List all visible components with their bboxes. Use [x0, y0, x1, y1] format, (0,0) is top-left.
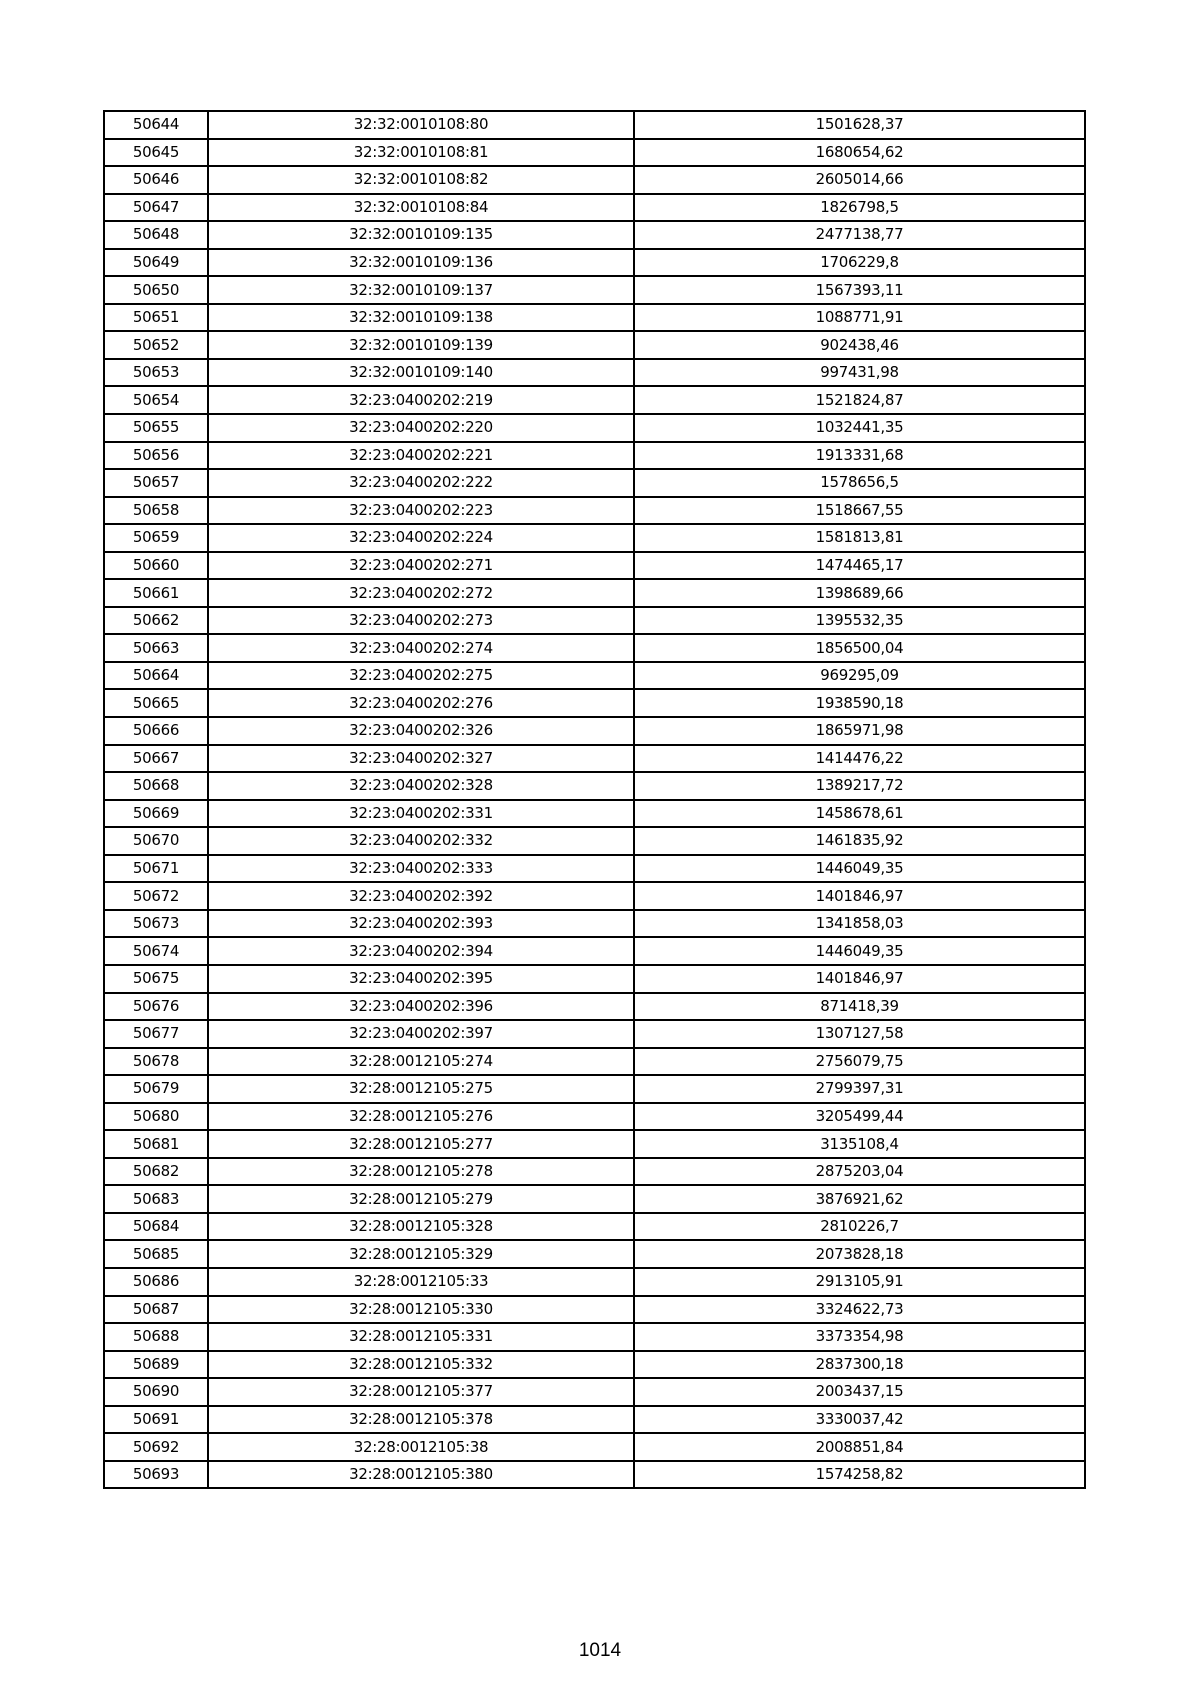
cadastral-number-cell: 32:23:0400202:327 — [208, 745, 634, 773]
row-number-cell: 50657 — [104, 469, 208, 497]
row-number-cell: 50662 — [104, 607, 208, 635]
row-number-cell: 50676 — [104, 993, 208, 1021]
cadastral-number-cell: 32:23:0400202:397 — [208, 1020, 634, 1048]
table-row — [104, 689, 1085, 717]
cadastral-number-cell: 32:23:0400202:328 — [208, 772, 634, 800]
table-row — [104, 1296, 1085, 1324]
row-number-cell: 50679 — [104, 1075, 208, 1103]
row-number-cell: 50666 — [104, 717, 208, 745]
row-number-cell: 50645 — [104, 139, 208, 167]
table-row — [104, 772, 1085, 800]
row-number-cell: 50678 — [104, 1048, 208, 1076]
row-number-cell: 50650 — [104, 276, 208, 304]
table-row — [104, 1103, 1085, 1131]
cadastral-value-cell: 2799397,31 — [634, 1075, 1085, 1103]
cadastral-number-cell: 32:32:0010109:137 — [208, 276, 634, 304]
table-row — [104, 634, 1085, 662]
cadastral-number-cell: 32:23:0400202:273 — [208, 607, 634, 635]
row-number-cell: 50690 — [104, 1378, 208, 1406]
cadastral-value-cell: 1865971,98 — [634, 717, 1085, 745]
page-number: 1014 — [578, 1640, 622, 1661]
cadastral-number-cell: 32:28:0012105:279 — [208, 1185, 634, 1213]
cadastral-number-cell: 32:23:0400202:224 — [208, 524, 634, 552]
table-row — [104, 469, 1085, 497]
cadastral-number-cell: 32:32:0010108:82 — [208, 166, 634, 194]
row-number-cell: 50688 — [104, 1323, 208, 1351]
cadastral-number-cell: 32:32:0010108:84 — [208, 194, 634, 222]
row-number-cell: 50669 — [104, 800, 208, 828]
table-row — [104, 1378, 1085, 1406]
table-row — [104, 662, 1085, 690]
cadastral-value-cell: 1401846,97 — [634, 965, 1085, 993]
row-number-cell: 50689 — [104, 1351, 208, 1379]
table-row — [104, 552, 1085, 580]
cadastral-value-cell: 1474465,17 — [634, 552, 1085, 580]
cadastral-value-cell: 3135108,4 — [634, 1130, 1085, 1158]
cadastral-value-cell: 1307127,58 — [634, 1020, 1085, 1048]
row-number-cell: 50692 — [104, 1433, 208, 1461]
table-row — [104, 717, 1085, 745]
cadastral-value-cell: 871418,39 — [634, 993, 1085, 1021]
cadastral-value-cell: 1826798,5 — [634, 194, 1085, 222]
table-row — [104, 276, 1085, 304]
row-number-cell: 50663 — [104, 634, 208, 662]
table-body — [104, 111, 1085, 1488]
table-row — [104, 1048, 1085, 1076]
cadastral-number-cell: 32:23:0400202:394 — [208, 937, 634, 965]
cadastral-number-cell: 32:23:0400202:221 — [208, 442, 634, 470]
cadastral-number-cell: 32:23:0400202:332 — [208, 827, 634, 855]
cadastral-value-cell: 1389217,72 — [634, 772, 1085, 800]
row-number-cell: 50656 — [104, 442, 208, 470]
cadastral-value-cell: 902438,46 — [634, 331, 1085, 359]
cadastral-number-cell: 32:32:0010109:139 — [208, 331, 634, 359]
cadastral-value-cell: 1446049,35 — [634, 855, 1085, 883]
cadastral-number-cell: 32:28:0012105:329 — [208, 1240, 634, 1268]
cadastral-value-cell: 1938590,18 — [634, 689, 1085, 717]
cadastral-value-cell: 1401846,97 — [634, 882, 1085, 910]
table-row — [104, 827, 1085, 855]
cadastral-value-cell: 3876921,62 — [634, 1185, 1085, 1213]
cadastral-value-cell: 1567393,11 — [634, 276, 1085, 304]
cadastral-number-cell: 32:32:0010109:135 — [208, 221, 634, 249]
row-number-cell: 50644 — [104, 111, 208, 139]
row-number-cell: 50649 — [104, 249, 208, 277]
cadastral-number-cell: 32:28:0012105:330 — [208, 1296, 634, 1324]
row-number-cell: 50668 — [104, 772, 208, 800]
row-number-cell: 50691 — [104, 1406, 208, 1434]
cadastral-number-cell: 32:28:0012105:332 — [208, 1351, 634, 1379]
cadastral-number-cell: 32:28:0012105:38 — [208, 1433, 634, 1461]
cadastral-value-cell: 2477138,77 — [634, 221, 1085, 249]
table-row — [104, 166, 1085, 194]
cadastral-value-cell: 1458678,61 — [634, 800, 1085, 828]
cadastral-number-cell: 32:32:0010109:136 — [208, 249, 634, 277]
cadastral-value-cell: 1581813,81 — [634, 524, 1085, 552]
cadastral-value-cell: 1341858,03 — [634, 910, 1085, 938]
table-row — [104, 882, 1085, 910]
row-number-cell: 50686 — [104, 1268, 208, 1296]
cadastral-number-cell: 32:23:0400202:326 — [208, 717, 634, 745]
cadastral-number-cell: 32:23:0400202:395 — [208, 965, 634, 993]
table-row — [104, 359, 1085, 387]
cadastral-number-cell: 32:28:0012105:275 — [208, 1075, 634, 1103]
cadastral-value-cell: 2875203,04 — [634, 1158, 1085, 1186]
row-number-cell: 50660 — [104, 552, 208, 580]
table-row — [104, 1323, 1085, 1351]
cadastral-value-cell: 1088771,91 — [634, 304, 1085, 332]
cadastral-number-cell: 32:28:0012105:277 — [208, 1130, 634, 1158]
cadastral-value-cell: 2073828,18 — [634, 1240, 1085, 1268]
cadastral-value-cell: 1461835,92 — [634, 827, 1085, 855]
table-row — [104, 1406, 1085, 1434]
cadastral-number-cell: 32:23:0400202:331 — [208, 800, 634, 828]
table-row — [104, 800, 1085, 828]
row-number-cell: 50647 — [104, 194, 208, 222]
table-row — [104, 1185, 1085, 1213]
cadastral-value-cell: 1398689,66 — [634, 579, 1085, 607]
cadastral-number-cell: 32:23:0400202:222 — [208, 469, 634, 497]
cadastral-value-cell: 1856500,04 — [634, 634, 1085, 662]
cadastral-number-cell: 32:23:0400202:219 — [208, 386, 634, 414]
cadastral-number-cell: 32:28:0012105:274 — [208, 1048, 634, 1076]
row-number-cell: 50674 — [104, 937, 208, 965]
cadastral-value-cell: 1446049,35 — [634, 937, 1085, 965]
cadastral-value-cell: 997431,98 — [634, 359, 1085, 387]
row-number-cell: 50680 — [104, 1103, 208, 1131]
cadastral-value-cell: 3330037,42 — [634, 1406, 1085, 1434]
cadastral-value-cell: 2605014,66 — [634, 166, 1085, 194]
row-number-cell: 50646 — [104, 166, 208, 194]
cadastral-number-cell: 32:28:0012105:276 — [208, 1103, 634, 1131]
row-number-cell: 50661 — [104, 579, 208, 607]
cadastral-value-cell: 1706229,8 — [634, 249, 1085, 277]
row-number-cell: 50673 — [104, 910, 208, 938]
table-row — [104, 414, 1085, 442]
row-number-cell: 50684 — [104, 1213, 208, 1241]
row-number-cell: 50672 — [104, 882, 208, 910]
cadastral-number-cell: 32:28:0012105:378 — [208, 1406, 634, 1434]
cadastral-value-cell: 2756079,75 — [634, 1048, 1085, 1076]
table-row — [104, 304, 1085, 332]
table-row — [104, 937, 1085, 965]
row-number-cell: 50664 — [104, 662, 208, 690]
cadastral-number-cell: 32:28:0012105:328 — [208, 1213, 634, 1241]
cadastral-number-cell: 32:23:0400202:276 — [208, 689, 634, 717]
table-row — [104, 607, 1085, 635]
cadastral-value-cell: 1574258,82 — [634, 1461, 1085, 1489]
cadastral-number-cell: 32:23:0400202:220 — [208, 414, 634, 442]
cadastral-number-cell: 32:23:0400202:392 — [208, 882, 634, 910]
table-row — [104, 745, 1085, 773]
cadastral-value-cell: 1521824,87 — [634, 386, 1085, 414]
table-row — [104, 993, 1085, 1021]
table-row — [104, 139, 1085, 167]
table-row — [104, 855, 1085, 883]
row-number-cell: 50681 — [104, 1130, 208, 1158]
cadastral-number-cell: 32:23:0400202:272 — [208, 579, 634, 607]
cadastral-value-cell: 1913331,68 — [634, 442, 1085, 470]
cadastral-number-cell: 32:28:0012105:380 — [208, 1461, 634, 1489]
row-number-cell: 50682 — [104, 1158, 208, 1186]
cadastral-value-cell: 2913105,91 — [634, 1268, 1085, 1296]
cadastral-number-cell: 32:23:0400202:271 — [208, 552, 634, 580]
table-row — [104, 111, 1085, 139]
cadastral-value-cell: 1414476,22 — [634, 745, 1085, 773]
row-number-cell: 50683 — [104, 1185, 208, 1213]
row-number-cell: 50658 — [104, 497, 208, 525]
cadastral-number-cell: 32:23:0400202:223 — [208, 497, 634, 525]
cadastral-number-cell: 32:23:0400202:275 — [208, 662, 634, 690]
cadastral-value-cell: 1032441,35 — [634, 414, 1085, 442]
row-number-cell: 50648 — [104, 221, 208, 249]
table-row — [104, 194, 1085, 222]
table-row — [104, 331, 1085, 359]
table-row — [104, 1240, 1085, 1268]
cadastral-value-cell: 1501628,37 — [634, 111, 1085, 139]
row-number-cell: 50659 — [104, 524, 208, 552]
table-row — [104, 1433, 1085, 1461]
row-number-cell: 50652 — [104, 331, 208, 359]
cadastral-value-cell: 2810226,7 — [634, 1213, 1085, 1241]
row-number-cell: 50651 — [104, 304, 208, 332]
row-number-cell: 50670 — [104, 827, 208, 855]
cadastral-value-cell: 3373354,98 — [634, 1323, 1085, 1351]
table-row — [104, 386, 1085, 414]
cadastral-number-cell: 32:23:0400202:274 — [208, 634, 634, 662]
cadastral-number-cell: 32:23:0400202:396 — [208, 993, 634, 1021]
row-number-cell: 50675 — [104, 965, 208, 993]
cadastral-number-cell: 32:23:0400202:333 — [208, 855, 634, 883]
table-row — [104, 1351, 1085, 1379]
cadastral-value-cell: 1518667,55 — [634, 497, 1085, 525]
table-row — [104, 221, 1085, 249]
cadastral-number-cell: 32:28:0012105:377 — [208, 1378, 634, 1406]
cadastral-value-cell: 3324622,73 — [634, 1296, 1085, 1324]
table-row — [104, 1213, 1085, 1241]
cadastral-number-cell: 32:32:0010109:138 — [208, 304, 634, 332]
row-number-cell: 50653 — [104, 359, 208, 387]
cadastral-value-table — [103, 110, 1086, 1489]
table-row — [104, 442, 1085, 470]
cadastral-value-cell: 1680654,62 — [634, 139, 1085, 167]
row-number-cell: 50687 — [104, 1296, 208, 1324]
row-number-cell: 50671 — [104, 855, 208, 883]
cadastral-number-cell: 32:28:0012105:33 — [208, 1268, 634, 1296]
row-number-cell: 50693 — [104, 1461, 208, 1489]
cadastral-number-cell: 32:28:0012105:278 — [208, 1158, 634, 1186]
table-row — [104, 497, 1085, 525]
cadastral-value-cell: 3205499,44 — [634, 1103, 1085, 1131]
row-number-cell: 50667 — [104, 745, 208, 773]
table-row — [104, 965, 1085, 993]
cadastral-number-cell: 32:32:0010108:80 — [208, 111, 634, 139]
cadastral-number-cell: 32:23:0400202:393 — [208, 910, 634, 938]
table-row — [104, 1461, 1085, 1489]
cadastral-value-cell: 2003437,15 — [634, 1378, 1085, 1406]
table-row — [104, 1075, 1085, 1103]
table-row — [104, 1020, 1085, 1048]
table-row — [104, 1268, 1085, 1296]
table-row — [104, 579, 1085, 607]
cadastral-number-cell: 32:32:0010108:81 — [208, 139, 634, 167]
row-number-cell: 50685 — [104, 1240, 208, 1268]
row-number-cell: 50654 — [104, 386, 208, 414]
cadastral-number-cell: 32:28:0012105:331 — [208, 1323, 634, 1351]
cadastral-value-cell: 1395532,35 — [634, 607, 1085, 635]
cadastral-value-cell: 1578656,5 — [634, 469, 1085, 497]
cadastral-value-cell: 2008851,84 — [634, 1433, 1085, 1461]
table-row — [104, 1158, 1085, 1186]
row-number-cell: 50655 — [104, 414, 208, 442]
cadastral-value-cell: 2837300,18 — [634, 1351, 1085, 1379]
cadastral-value-cell: 969295,09 — [634, 662, 1085, 690]
cadastral-number-cell: 32:32:0010109:140 — [208, 359, 634, 387]
table-row — [104, 910, 1085, 938]
row-number-cell: 50665 — [104, 689, 208, 717]
row-number-cell: 50677 — [104, 1020, 208, 1048]
table-row — [104, 1130, 1085, 1158]
table-row — [104, 524, 1085, 552]
table-row — [104, 249, 1085, 277]
